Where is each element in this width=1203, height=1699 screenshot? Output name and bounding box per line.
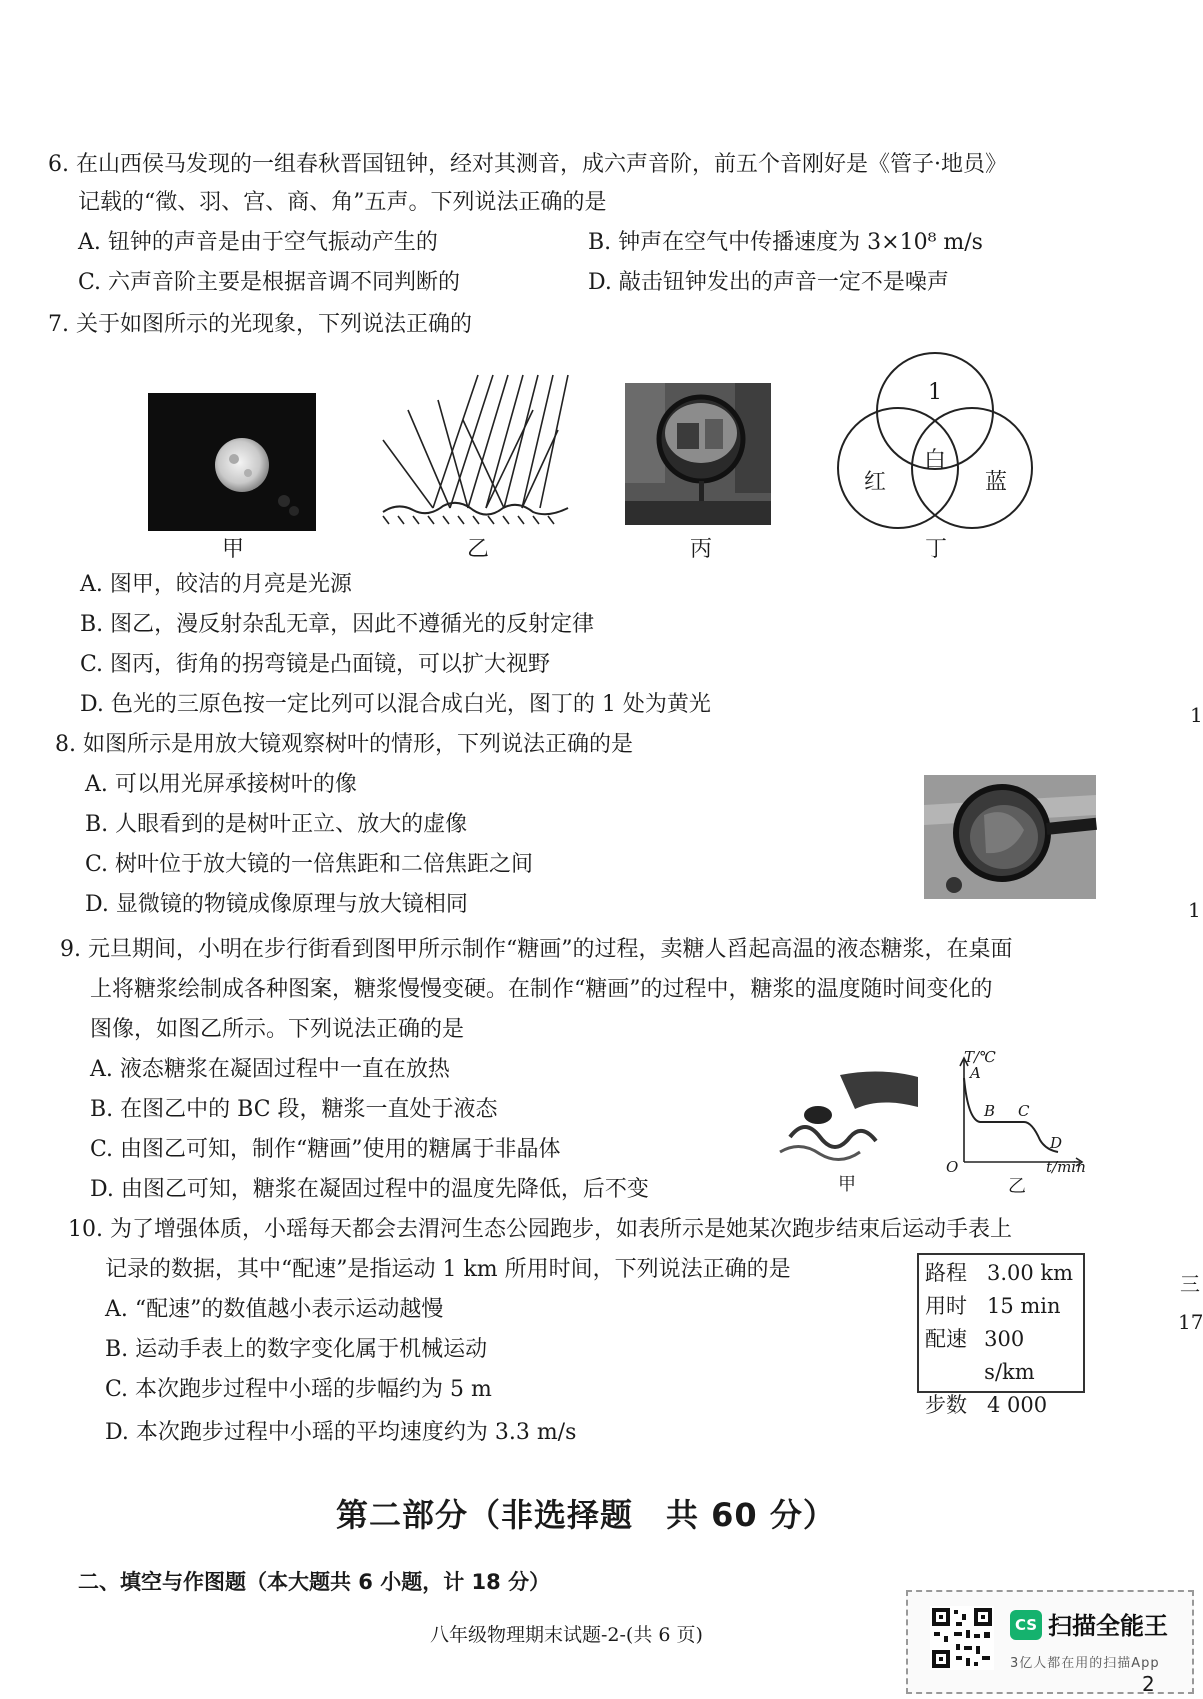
- moon-icon: [148, 393, 316, 531]
- q10-option-b: B. 运动手表上的数字变化属于机械运动: [105, 1337, 488, 1362]
- margin-mark: 17: [1178, 1310, 1203, 1334]
- q6-option-b: B. 钟声在空气中传播速度为 3×10⁸ m/s: [588, 230, 983, 255]
- qr-code-icon: [930, 1606, 994, 1670]
- watch-row-steps: [925, 1389, 1077, 1422]
- sports-watch-table: [917, 1253, 1085, 1417]
- watch-key: 路程: [925, 1261, 967, 1285]
- graph-point-c: C: [1018, 1102, 1030, 1120]
- watch-value: 300 s/km: [984, 1327, 1035, 1384]
- page-corner-number: 2: [1142, 1672, 1155, 1696]
- q8-option-b: B. 人眼看到的是树叶正立、放大的虚像: [85, 812, 468, 837]
- q6-stem-line2: 记载的“徵、羽、宫、商、角”五声。下列说法正确的是: [78, 190, 607, 215]
- watch-key: 步数: [925, 1393, 967, 1417]
- q8-option-d: D. 显微镜的物镜成像原理与放大镜相同: [85, 892, 468, 917]
- margin-mark: 1: [1188, 898, 1201, 922]
- q10-option-d: D. 本次跑步过程中小瑶的平均速度约为 3.3 m/s: [105, 1420, 577, 1445]
- q8-option-c: C. 树叶位于放大镜的一倍焦距和二倍焦距之间: [85, 852, 534, 877]
- fig-label-bing: 丙: [690, 537, 713, 562]
- watch-row-time: [925, 1290, 1077, 1323]
- magnifier-photo: [924, 775, 1096, 899]
- q9-stem-line2: 上将糖浆绘制成各种图案，糖浆慢慢变硬。在制作“糖画”的过程中，糖浆的温度随时间变化的: [90, 977, 993, 1002]
- watch-value: 3.00 km: [987, 1261, 1074, 1285]
- diffuse-reflection-diagram: [378, 370, 578, 530]
- q9-option-d: D. 由图乙可知，糖浆在凝固过程中的温度先降低，后不变: [90, 1177, 649, 1202]
- moon-photo: [148, 393, 316, 531]
- q8-stem: 8. 如图所示是用放大镜观察树叶的情形，下列说法正确的是: [55, 732, 633, 757]
- watch-row-distance: [925, 1257, 1077, 1290]
- magnifier-icon: [924, 775, 1096, 899]
- mirror-icon: [625, 383, 771, 525]
- sugar-painting-photo: [770, 1067, 918, 1169]
- watch-value: 4 000: [987, 1393, 1048, 1417]
- graph-point-a: A: [970, 1064, 981, 1082]
- q6-stem-line1: 6. 在山西侯马发现的一组春秋晋国钮钟，经对其测音，成六声音阶，前五个音刚好是《管子·地员》: [48, 152, 1007, 177]
- q9-option-c: C. 由图乙可知，制作“糖画”使用的糖属于非晶体: [90, 1137, 561, 1162]
- fig-label-jia: 甲: [222, 537, 245, 562]
- graph-point-d: D: [1050, 1134, 1063, 1152]
- scanner-tagline: 3亿人都在用的扫描App: [1010, 1656, 1160, 1671]
- watch-key: 配速: [925, 1327, 967, 1351]
- sugar-painting-icon: [770, 1067, 918, 1169]
- q10-stem-line2: 记录的数据，其中“配速”是指运动 1 km 所用时间，下列说法正确的是: [105, 1257, 791, 1282]
- q9-stem-line3: 图像，如图乙所示。下列说法正确的是: [90, 1017, 465, 1042]
- convex-mirror-photo: [625, 383, 771, 525]
- q7-stem: 7. 关于如图所示的光现象，下列说法正确的: [48, 312, 472, 337]
- q9-option-b: B. 在图乙中的 BC 段，糖浆一直处于液态: [90, 1097, 498, 1122]
- page-footer: 八年级物理期末试题-2-(共 6 页): [430, 1624, 703, 1646]
- margin-mark: 三: [1180, 1272, 1200, 1296]
- q8-option-a: A. 可以用光屏承接树叶的像: [85, 772, 357, 797]
- venn-region-blue: 蓝: [985, 470, 1008, 495]
- temperature-time-graph: [940, 1050, 1090, 1175]
- scanner-app-name: 扫描全能王: [1048, 1612, 1168, 1640]
- q6-option-a: A. 钮钟的声音是由于空气振动产生的: [78, 230, 438, 255]
- watch-key: 用时: [925, 1294, 967, 1318]
- q7-option-a: A. 图甲，皎洁的月亮是光源: [80, 572, 352, 597]
- graph-x-axis-label: t/min: [1046, 1158, 1086, 1176]
- q10-option-c: C. 本次跑步过程中小瑶的步幅约为 5 m: [105, 1377, 492, 1402]
- q9-stem-line1: 9. 元旦期间，小明在步行街看到图甲所示制作“糖画”的过程，卖糖人舀起高温的液态糖浆，在桌面: [60, 937, 1013, 962]
- fig-label-ding: 丁: [925, 537, 948, 562]
- venn-region-white: 白: [924, 448, 947, 473]
- q7-option-d: D. 色光的三原色按一定比列可以混合成白光，图丁的 1 处为黄光: [80, 692, 711, 717]
- fig-label-q9-jia: 甲: [838, 1174, 856, 1195]
- q7-option-c: C. 图丙，街角的拐弯镜是凸面镜，可以扩大视野: [80, 652, 551, 677]
- venn-region-1: 1: [928, 380, 942, 405]
- q9-option-a: A. 液态糖浆在凝固过程中一直在放热: [90, 1057, 450, 1082]
- watch-value: 15 min: [987, 1294, 1061, 1318]
- color-venn-diagram: [830, 353, 1040, 533]
- watch-row-pace: [925, 1323, 1077, 1389]
- graph-origin-label: O: [946, 1158, 959, 1176]
- q7-option-b: B. 图乙，漫反射杂乱无章，因此不遵循光的反射定律: [80, 612, 595, 637]
- fig-label-yi: 乙: [467, 537, 490, 562]
- section-two-heading: 二、填空与作图题（本大题共 6 小题，计 18 分）: [78, 1570, 551, 1594]
- q6-option-d: D. 敲击钮钟发出的声音一定不是噪声: [588, 270, 949, 295]
- q10-option-a: A. “配速”的数值越小表示运动越慢: [105, 1297, 444, 1322]
- margin-mark: 1: [1190, 703, 1203, 727]
- graph-y-axis-label: T/℃: [964, 1048, 996, 1066]
- q10-stem-line1: 10. 为了增强体质，小瑶每天都会去渭河生态公园跑步，如表所示是她某次跑步结束后运动手表上: [68, 1217, 1012, 1242]
- graph-point-b: B: [984, 1102, 996, 1120]
- cs-logo-icon: CS: [1010, 1610, 1042, 1640]
- venn-region-red: 红: [864, 470, 887, 495]
- fig-label-q9-yi: 乙: [1008, 1176, 1026, 1197]
- part-two-title: 第二部分（非选择题 共 60 分）: [336, 1496, 836, 1534]
- q6-option-c: C. 六声音阶主要是根据音调不同判断的: [78, 270, 461, 295]
